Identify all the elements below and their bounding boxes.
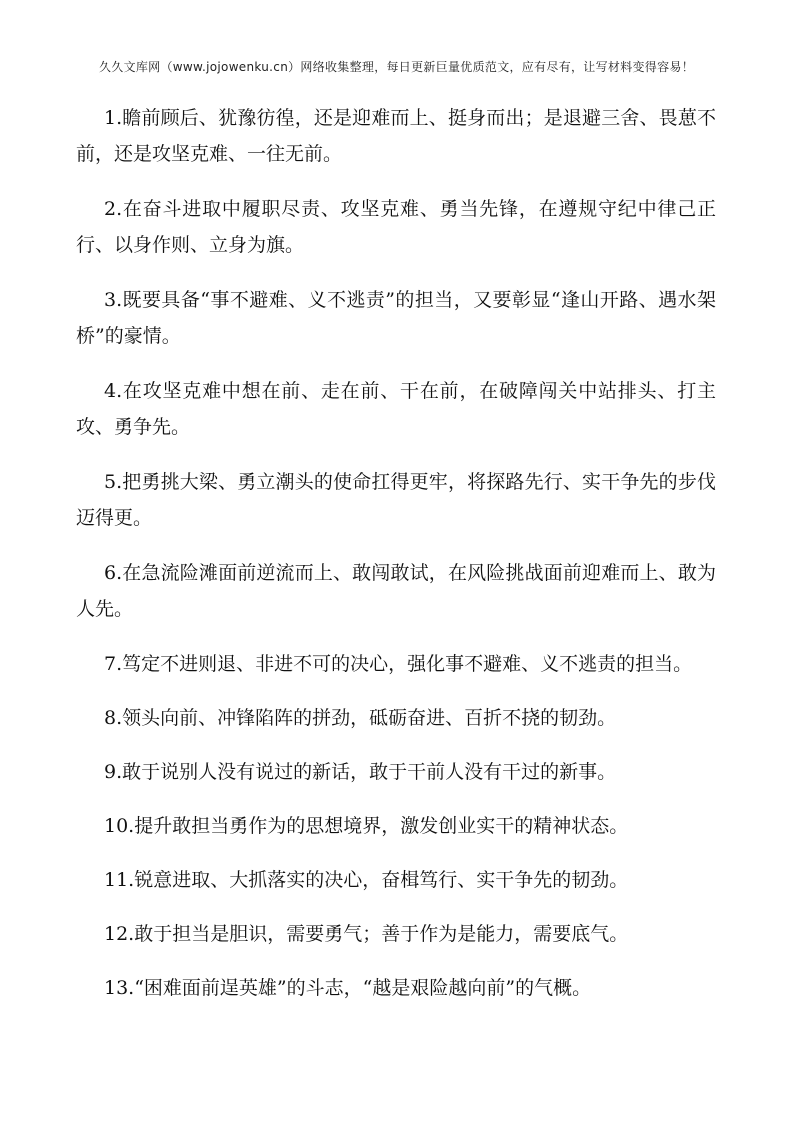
paragraph-6: 6.在急流险滩面前逆流而上、敢闯敢试，在风险挑战面前迎难而上、敢为人先。 xyxy=(76,562,716,620)
paragraph-12: 12.敢于担当是胆识，需要勇气；善于作为是能力，需要底气。 xyxy=(104,923,629,945)
paragraph-7: 7.笃定不进则退、非进不可的决心，强化事不避难、义不逃责的担当。 xyxy=(104,653,693,675)
paragraph-2: 2.在奋斗进取中履职尽责、攻坚克难、勇当先锋，在遵规守纪中律己正行、以身作则、立身为旗。 xyxy=(76,198,716,256)
paragraph-8: 8.领头向前、冲锋陷阵的拼劲，砥砺奋进、百折不挠的韧劲。 xyxy=(104,707,617,729)
paragraph-10: 10.提升敢担当勇作为的思想境界，激发创业实干的精神状态。 xyxy=(104,815,629,837)
paragraph-1: 1.瞻前顾后、犹豫彷徨，还是迎难而上、挺身而出；是退避三舍、畏葸不前，还是攻坚克难、一往无前。 xyxy=(76,107,716,165)
document-body xyxy=(76,100,716,1024)
paragraph-3: 3.既要具备“事不避难、义不逃责”的担当，又要彰显“逢山开路、遇水架桥”的豪情。 xyxy=(76,289,716,347)
paragraph-13: 13.“困难面前逞英雄”的斗志，“越是艰险越向前”的气概。 xyxy=(104,977,592,999)
page-header: 久久文库网（www.jojowenku.cn）网络收集整理，每日更新巨量优质范文，应有尽有，让写材料变得容易！ xyxy=(98,60,695,74)
paragraph-4: 4.在攻坚克难中想在前、走在前、干在前，在破障闯关中站排头、打主攻、勇争先。 xyxy=(76,380,716,438)
paragraph-11: 11.锐意进取、大抓落实的决心，奋楫笃行、实干争先的韧劲。 xyxy=(104,869,629,891)
paragraph-9: 9.敢于说别人没有说过的新话，敢于干前人没有干过的新事。 xyxy=(104,761,617,783)
paragraph-5: 5.把勇挑大梁、勇立潮头的使命扛得更牢，将探路先行、实干争先的步伐迈得更。 xyxy=(76,471,716,529)
